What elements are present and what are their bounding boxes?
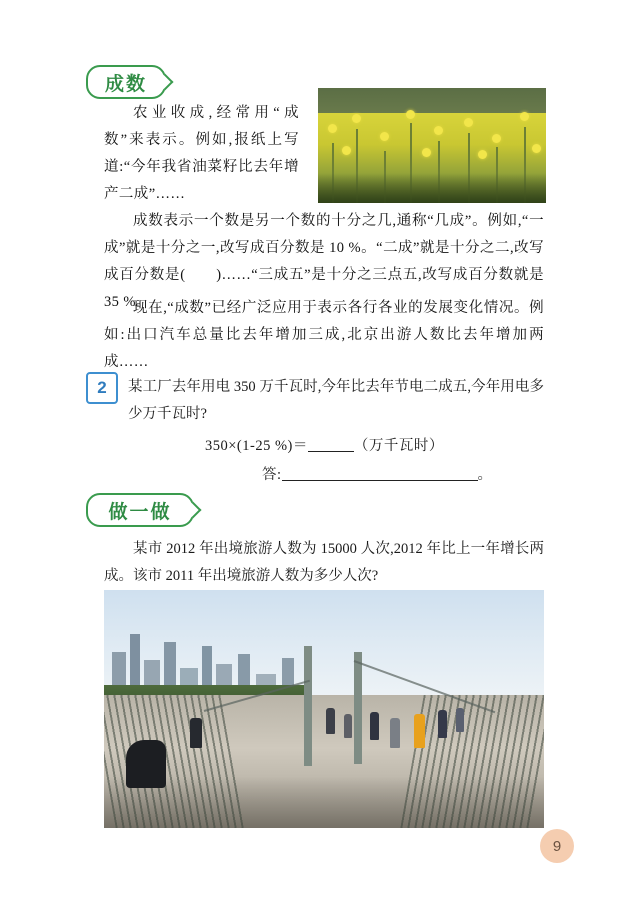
answer-blank[interactable]	[282, 466, 478, 481]
equation-answer-blank[interactable]	[308, 437, 354, 452]
section-heading-zuoyizuo-label: 做一做	[108, 501, 172, 523]
rapeseed-bloom	[532, 144, 541, 153]
section-heading-chengshu	[86, 65, 166, 99]
exercise-2-answer-line	[262, 463, 493, 484]
rapeseed-bloom	[328, 124, 337, 133]
paragraph-definition: 成数表示一个数是另一个数的十分之几,通称“几成”。例如,“一成”就是十分之一,改写成百分数是 10 %。“二成”就是十分之二,改写成百分数是( )……“三成五”是十分之三点五,改写成百分数就是 35 %。	[104, 213, 544, 310]
rapeseed-bloom	[492, 134, 501, 143]
rapeseed-bloom	[478, 150, 487, 159]
answer-label: 答:	[262, 467, 282, 483]
page-number: 9	[540, 829, 574, 863]
rapeseed-bloom	[464, 118, 473, 127]
paragraph-usage: 现在,“成数”已经广泛应用于表示各行各业的发展变化情况。例如:出口汽车总量比去年增加三成,北京出游人数比去年增加两成……	[104, 300, 544, 370]
equation-prefix: 350×(1-25 %)＝	[205, 438, 308, 454]
doit-question: 某市 2012 年出境旅游人数为 15000 人次,2012 年比上一年增长两成。该市 2011 年出境旅游人数为多少人次?	[104, 541, 544, 584]
photographer	[190, 718, 202, 748]
rapeseed-foreground-shadow	[318, 173, 546, 203]
pedestrian	[456, 708, 464, 732]
equation-suffix: （万千瓦时）	[353, 438, 444, 454]
rapeseed-bloom	[434, 126, 443, 135]
rapeseed-bloom	[352, 114, 361, 123]
paragraph-intro: 农业收成,经常用“成数”来表示。例如,报纸上写道:“今年我省油菜籽比去年增产二成”……	[104, 105, 299, 202]
bridge-tower	[304, 646, 312, 766]
rapeseed-bloom	[380, 132, 389, 141]
rapeseed-bloom	[342, 146, 351, 155]
exercise-number-badge: 2	[86, 372, 118, 404]
pedestrian	[438, 710, 447, 738]
section-heading-zuoyizuo	[86, 493, 194, 527]
bridge-tower	[354, 652, 362, 764]
rapeseed-bloom	[422, 148, 431, 157]
section-heading-chengshu-label: 成数	[104, 73, 147, 95]
pedestrian	[390, 718, 400, 748]
answer-period: 。	[477, 467, 493, 483]
pedestrian	[326, 708, 335, 734]
rapeseed-field-image	[318, 88, 546, 203]
exercise-2-equation	[205, 434, 444, 455]
rapeseed-bloom	[520, 112, 529, 121]
exercise-2-question: 某工厂去年用电 350 万千瓦时,今年比去年节电二成五,今年用电多少万千瓦时?	[128, 379, 544, 422]
rapeseed-bloom	[406, 110, 415, 119]
pedestrian	[344, 714, 352, 738]
foreground-person	[126, 740, 166, 788]
pedestrian	[370, 712, 379, 740]
city-bridge-image	[104, 590, 544, 828]
pedestrian-orange-coat	[414, 714, 425, 748]
